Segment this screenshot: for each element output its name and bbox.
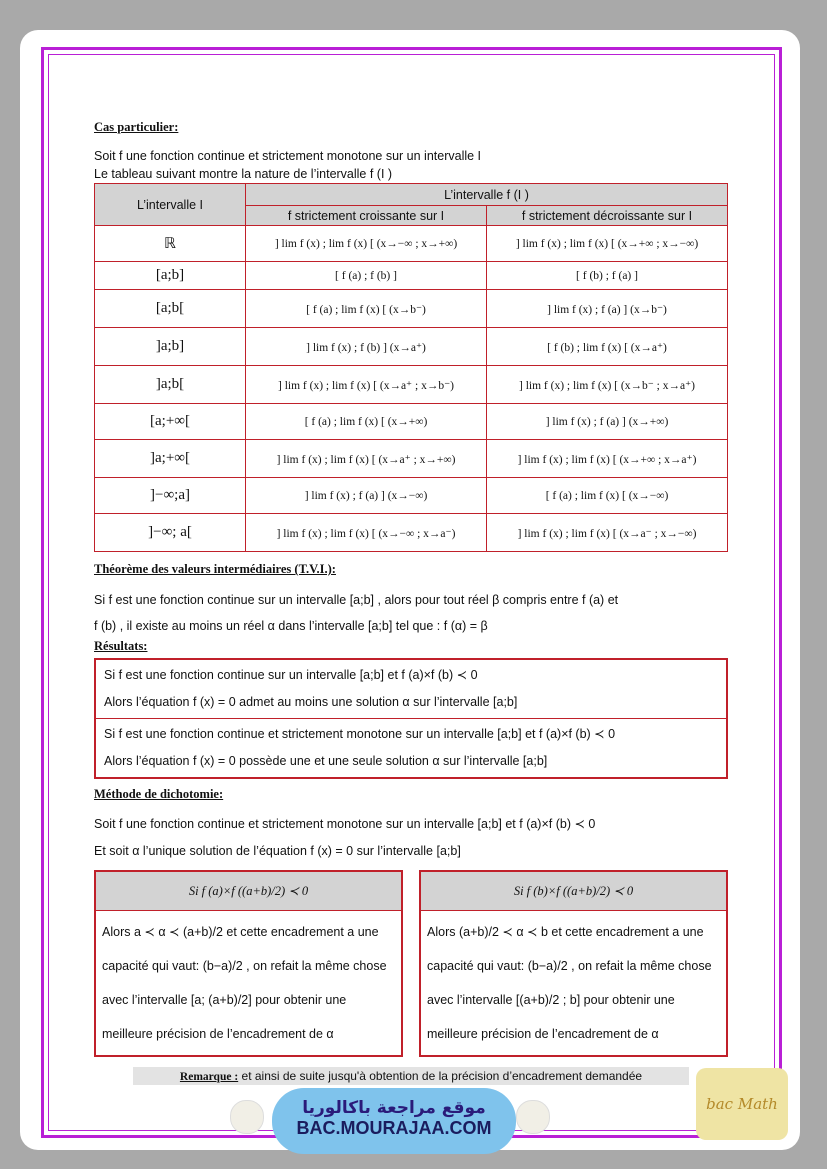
dicho-cases [94, 870, 728, 1057]
dicho-right-head: Si f (b)×f ((a+b)/2) ≺ 0 [421, 872, 726, 911]
dicho-right-line-3: avec l’intervalle [(a+b)/2 ; b] pour obtenir une [427, 993, 675, 1007]
tvi-line-2: f (b) , il existe au moins un réel α dans l’intervalle [a;b] tel que : f (α) = β [94, 619, 488, 633]
table-row [95, 328, 728, 366]
increasing-image-cell: ] lim f (x) ; f (b) ] (x→a⁺) [246, 328, 487, 366]
remark-label: Remarque : [179, 1071, 239, 1083]
tvi-line-1: Si f est une fonction continue sur un intervalle [a;b] , alors pour tout réel β compris entre f (a) et [94, 593, 619, 607]
table-row [95, 226, 728, 262]
dicho-left-line-1: Alors a ≺ α ≺ (a+b)/2 et cette encadrement a une [102, 925, 379, 939]
cas-intro-2: Le tableau suivant montre la nature de l’intervalle f (I ) [94, 167, 393, 181]
intervals-table [94, 183, 728, 552]
interval-cell: ]a;b[ [95, 366, 246, 404]
decreasing-image-cell: [ f (b) ; lim f (x) [ (x→a⁺) [487, 328, 728, 366]
remark-text: et ainsi de suite jusqu'à obtention de la précision d’encadrement demandée [241, 1069, 643, 1083]
result-1-condition: Si f est une fonction continue sur un intervalle [a;b] et f (a)×f (b) ≺ 0 [104, 668, 478, 682]
decreasing-image-cell: [ f (a) ; lim f (x) [ (x→−∞) [487, 478, 728, 514]
interval-cell: [a;b] [95, 262, 246, 290]
dicho-right-line-2: capacité qui vaut: (b−a)/2 , on refait la même chose [427, 959, 712, 973]
increasing-image-cell: ] lim f (x) ; f (a) ] (x→−∞) [246, 478, 487, 514]
site-url: BAC.MOURAJAA.COM [296, 1118, 492, 1138]
col-header-decreasing: f strictement décroissante sur I [487, 206, 728, 226]
remark-bar [133, 1067, 689, 1085]
table-row [95, 262, 728, 290]
decreasing-image-cell: ] lim f (x) ; lim f (x) [ (x→+∞ ; x→a⁺) [487, 440, 728, 478]
result-2 [96, 719, 726, 777]
cas-intro-1: Soit f une fonction continue et strictement monotone sur un intervalle I [94, 149, 482, 163]
interval-cell: [a;+∞[ [95, 404, 246, 440]
result-1 [96, 660, 726, 719]
left-badge-logo [230, 1100, 264, 1134]
interval-cell: ]a;b] [95, 328, 246, 366]
table-row [95, 440, 728, 478]
dicho-line-2: Et soit α l’unique solution de l’équation f (x) = 0 sur l’intervalle [a;b] [94, 844, 461, 858]
result-2-conclusion: Alors l’équation f (x) = 0 possède une et une seule solution α sur l’intervalle [a;b] [104, 754, 548, 768]
table-row [95, 404, 728, 440]
interval-cell: ℝ [95, 226, 246, 262]
table-row [95, 514, 728, 552]
section-title-cas: Cas particulier: [94, 120, 179, 134]
dicho-case-left [94, 870, 403, 1057]
increasing-image-cell: [ f (a) ; f (b) ] [246, 262, 487, 290]
interval-cell: ]a;+∞[ [95, 440, 246, 478]
results-box [94, 658, 728, 779]
decreasing-image-cell: ] lim f (x) ; f (a) ] (x→+∞) [487, 404, 728, 440]
right-badge-logo [516, 1100, 550, 1134]
dicho-right-line-1: Alors (a+b)/2 ≺ α ≺ b et cette encadrement a une [427, 925, 704, 939]
col-header-group: L’intervalle f (I ) [246, 184, 728, 206]
decreasing-image-cell: ] lim f (x) ; lim f (x) [ (x→+∞ ; x→−∞) [487, 226, 728, 262]
decreasing-image-cell: [ f (b) ; f (a) ] [487, 262, 728, 290]
decreasing-image-cell: ] lim f (x) ; lim f (x) [ (x→a⁻ ; x→−∞) [487, 514, 728, 552]
table-row [95, 290, 728, 328]
site-logo-pill[interactable] [272, 1088, 516, 1154]
dicho-left-head: Si f (a)×f ((a+b)/2) ≺ 0 [96, 872, 401, 911]
dicho-left-line-2: capacité qui vaut: (b−a)/2 , on refait la même chose [102, 959, 387, 973]
interval-cell: [a;b[ [95, 290, 246, 328]
table-row [95, 366, 728, 404]
dicho-case-right [419, 870, 728, 1057]
section-title-tvi: Théorème des valeurs intermédiaires (T.V.I.): [94, 562, 336, 576]
increasing-image-cell: ] lim f (x) ; lim f (x) [ (x→−∞ ; x→+∞) [246, 226, 487, 262]
col-header-interval: L’intervalle I [95, 184, 246, 226]
dicho-left-line-3: avec l’intervalle [a; (a+b)/2] pour obtenir une [102, 993, 347, 1007]
interval-cell: ]−∞;a] [95, 478, 246, 514]
section-title-dicho: Méthode de dichotomie: [94, 787, 224, 801]
result-2-condition: Si f est une fonction continue et strictement monotone sur un intervalle [a;b] et f (a)×f (b) ≺ 0 [104, 727, 616, 741]
bac-math-logo: bac Math [696, 1068, 788, 1140]
interval-cell: ]−∞; a[ [95, 514, 246, 552]
increasing-image-cell: [ f (a) ; lim f (x) [ (x→+∞) [246, 404, 487, 440]
increasing-image-cell: ] lim f (x) ; lim f (x) [ (x→a⁺ ; x→b⁻) [246, 366, 487, 404]
col-header-increasing: f strictement croissante sur I [246, 206, 487, 226]
dicho-left-line-4: meilleure précision de l’encadrement de α [102, 1027, 334, 1041]
decreasing-image-cell: ] lim f (x) ; lim f (x) [ (x→b⁻ ; x→a⁺) [487, 366, 728, 404]
dicho-line-1: Soit f une fonction continue et strictement monotone sur un intervalle [a;b] et f (a)×f (b) ≺ 0 [94, 817, 596, 831]
increasing-image-cell: ] lim f (x) ; lim f (x) [ (x→−∞ ; x→a⁻) [246, 514, 487, 552]
site-name-arabic: موقع مراجعة باكالوريا [302, 1098, 486, 1118]
document-content [94, 120, 728, 1085]
result-1-conclusion: Alors l’équation f (x) = 0 admet au moins une solution α sur l’intervalle [a;b] [104, 695, 518, 709]
table-row [95, 478, 728, 514]
increasing-image-cell: [ f (a) ; lim f (x) [ (x→b⁻) [246, 290, 487, 328]
dicho-right-line-4: meilleure précision de l’encadrement de α [427, 1027, 659, 1041]
decreasing-image-cell: ] lim f (x) ; f (a) ] (x→b⁻) [487, 290, 728, 328]
section-title-results: Résultats: [94, 639, 148, 653]
increasing-image-cell: ] lim f (x) ; lim f (x) [ (x→a⁺ ; x→+∞) [246, 440, 487, 478]
